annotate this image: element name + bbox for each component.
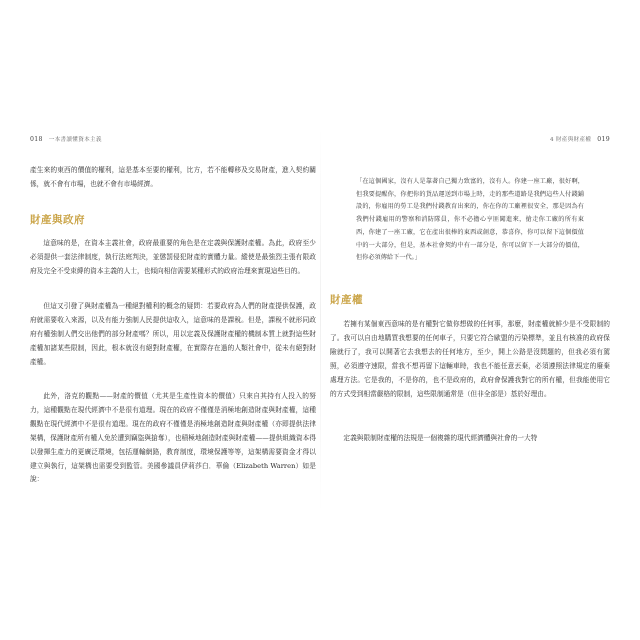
paragraph-3: 此外，洛克的觀點——財產的價值（尤其是生產性資本的價值）只來自其持有人投入的努力，這種觀點在現代經濟中不是很有道理。現在的政府不僅僅是消極地創造財產與財產權，這種觀點在現代經濟中不是很有道理。現在的政府不僅僅是消極地創造財產與財產權（亦即提供法律架構，保護財產所有權人免於遭到竊盜與搶奪），也積極地創造財產與財產權——提供組織資本得以發揮生產力的更廣泛環境，包括運輸網路，教育制度，環境保護等等，這架構需要資金才得以建立與執行，這架構也需要受到監管。美國參議員伊莉莎白．華倫（Elizabeth Warren）如是說： — [30, 392, 316, 484]
chapter-title: 4 財產與財產權 — [549, 137, 592, 143]
left-running-head — [30, 135, 102, 143]
left-page-number: 018 — [30, 136, 43, 143]
section-heading-property-and-government: 財產與政府 — [30, 214, 85, 226]
right-page-number: 019 — [597, 136, 610, 143]
paragraph-2: 但這又引發了與財產權為一種絕對權利的概念的疑問：若要政府為人們的財產提供保護，政府就需要收入來源，以及有能力強制人民提供這收入，這意味的是課稅。但是，課稅不就形同政府有權強制人們交出他們的部分財產嗎？所以，用以定義及保護財產權的機制本質上就對這些財產權加諸某些限制，因此，根本就沒有絕對財產權，在實際存在過的人類社會中，從未有絕對財產權。 — [30, 302, 316, 366]
paragraph-5: 定義與限制財產權的法規是一個複雜的現代經濟體與社會的一大特 — [343, 434, 538, 442]
gutter-shadow — [320, 125, 321, 515]
right-running-head — [550, 135, 610, 143]
paragraph-4: 若擁有某個東西意味的是有權對它做你想做的任何事，那麼，財產權就鮮少是不受限制的了。我可以自由地購買我想要的任何車子，只要它符合歐盟的污染標準，並且有核准的政府保險就行了，我可以開著它去我想去的任何地方，至少，開上公路是沒問題的，但我必須有駕照，必須遵守速限，當我不想再留下這輛車時，我也不能任意丟棄，必須遵照法律規定的廢棄處理方法。它是我的，不是你的，也不是政府的，政府會保護我對它的所有權，但我能使用它的方式受到相當嚴格的限制，這些限制通常是（但非全部是）基於好理由。 — [330, 320, 610, 398]
paragraph-1: 這意味的是，在資本主義社會，政府最重要的角色是在定義與保護財產權。為此，政府至少必須提供一套法律制度，執行法庭判決，並懲罰侵犯財產的實體力量。縱使是最強烈主張有限政府及完全不受束縛的資本主義的人士，也傾向相信需要某種形式的政府治理來實現這些目的。 — [30, 239, 316, 275]
left-page — [30, 120, 316, 520]
section-heading-property-rights: 財產權 — [330, 294, 363, 306]
right-page — [330, 120, 610, 520]
block-quote: 「在這個國家，沒有人是靠著自己獨力致富的，沒有人。你建一座工廠，很好啊，但我要提醒你，你把你的貨品運送到市場上時，走的那些道路是我們這些人付錢鋪設的，你雇用的勞工是我們付錢教育出來的，你在你的工廠裡很安全，那是因為有我們付錢雇用的警察和消防隊員，你不必擔心亨匪闖進來，搶走你工廠的所有東西，你建了一座工廠，它在產出很棒的東西或創意，恭喜你，你可以留下這個價值中的一大部分，但是，基本社會契約中有一部分是，你可以留下一大部分的價值，但你必須傳給下一代。」 — [356, 178, 584, 262]
book-title: 一本書讀懂資本主義 — [48, 137, 102, 143]
opening-paragraph: 產生來的東西的價值的權利，這是基本至要的權利，比方，若不能轉移及交易財產，進入契約關係，就不會有市場，也就不會有市場經濟。 — [30, 166, 316, 188]
